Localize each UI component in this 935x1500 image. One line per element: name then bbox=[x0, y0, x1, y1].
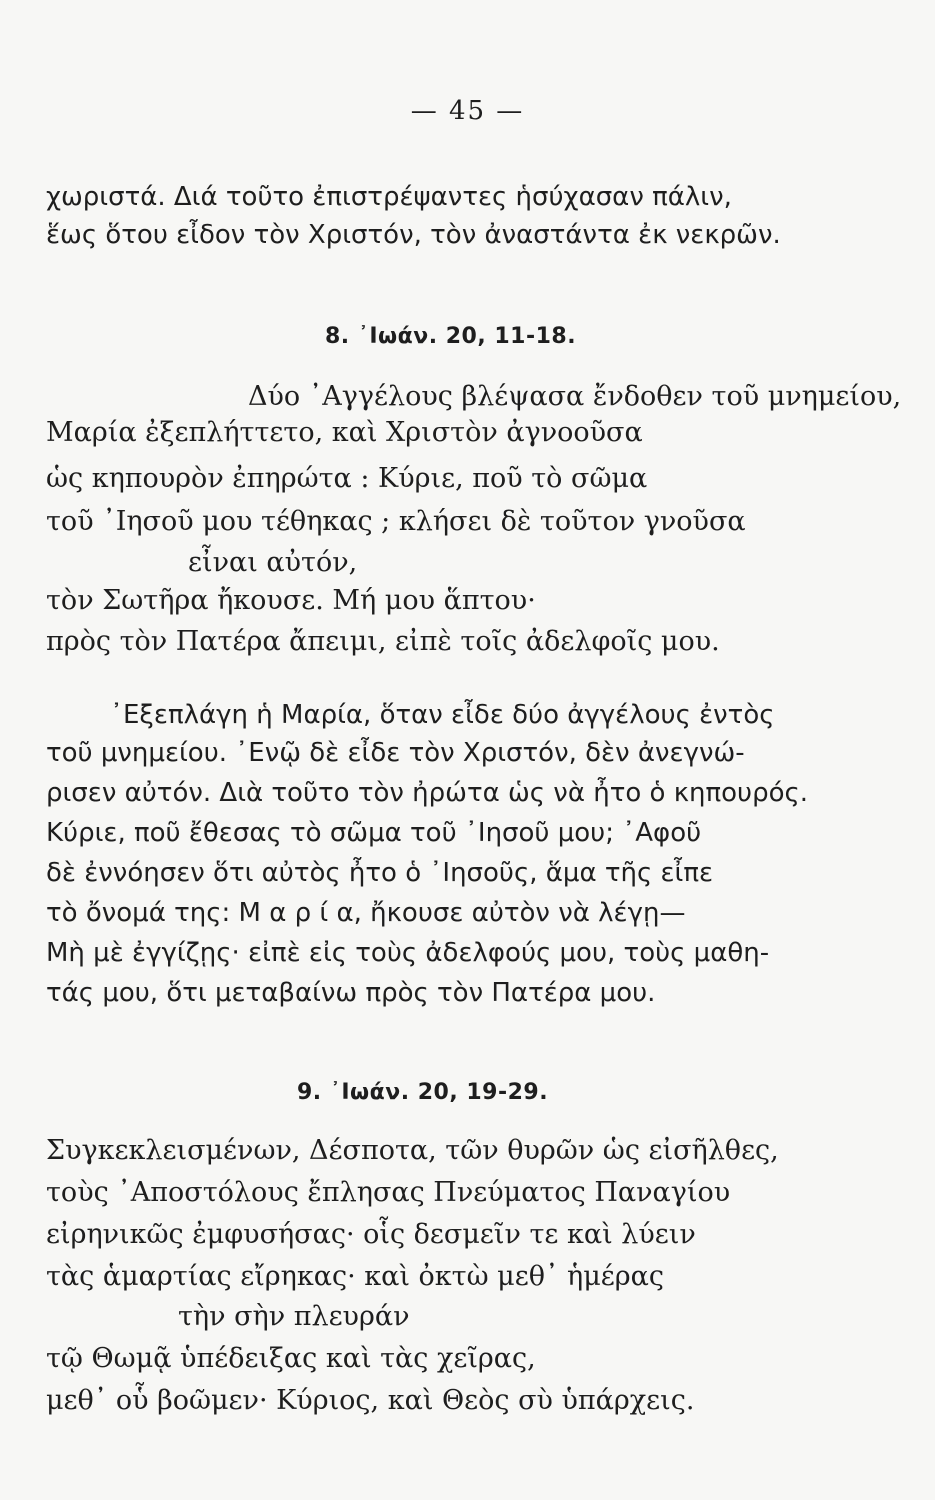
prose-line: Μὴ μὲ ἐγγίζῃς· εἰπὲ εἰς τοὺς ἀδελφούς μου, τοὺς μαθη- bbox=[46, 938, 770, 968]
hymn-line: τὰς ἁμαρτίας εἴρηκας· καὶ ὀκτὼ μεθ᾿ ἡμέρας bbox=[46, 1261, 664, 1292]
page-number: — 45 — bbox=[410, 96, 525, 126]
text-line: χωριστά. Διά τοῦτο ἐπιστρέψαντες ἡσύχασαν πάλιν, bbox=[46, 182, 732, 212]
prose-line: ᾿Εξεπλάγη ἡ Μαρία, ὅταν εἶδε δύο ἀγγέλους ἐντὸς bbox=[110, 700, 775, 730]
hymn-line: τοὺς ᾿Αποστόλους ἔπλησας Πνεύματος Παναγίου bbox=[46, 1177, 731, 1208]
hymn-line: μεθ᾿ οὗ βοῶμεν· Κύριος, καὶ Θεὸς σὺ ὑπάρχεις. bbox=[46, 1385, 695, 1416]
hymn-line: τῷ Θωμᾷ ὑπέδειξας καὶ τὰς χεῖρας, bbox=[46, 1343, 536, 1374]
section-heading-8: 8. ᾿Ιωάν. 20, 11-18. bbox=[325, 324, 577, 349]
prose-line: Κύριε, ποῦ ἔθεσας τὸ σῶμα τοῦ ᾿Ιησοῦ μου; ᾿Αφοῦ bbox=[46, 818, 702, 848]
prose-line: τὸ ὄνομά της: Μ α ρ ί α, ἤκουσε αὐτὸν νὰ λέγῃ— bbox=[46, 898, 686, 928]
text-line: ἕως ὅτου εἶδον τὸν Χριστόν, τὸν ἀναστάντα ἐκ νεκρῶν. bbox=[46, 220, 781, 250]
hymn-line: τοῦ ᾿Ιησοῦ μου τέθηκας ; κλήσει δὲ τοῦτον γνοῦσα bbox=[46, 506, 746, 537]
hymn-line: εἶναι αὐτόν, bbox=[188, 547, 358, 578]
prose-line: ρισεν αὐτόν. Διὰ τοῦτο τὸν ἠρώτα ὡς νὰ ἦτο ὁ κηπουρός. bbox=[46, 778, 809, 808]
hymn-line: τὴν σὴν πλευράν bbox=[178, 1301, 410, 1332]
prose-line: τάς μου, ὅτι μεταβαίνω πρὸς τὸν Πατέρα μου. bbox=[46, 978, 656, 1008]
prose-line: τοῦ μνημείου. ᾿Ενῷ δὲ εἶδε τὸν Χριστόν, δὲν ἀνεγνώ- bbox=[46, 738, 745, 768]
hymn-line: Συγκεκλεισμένων, Δέσποτα, τῶν θυρῶν ὡς εἰσῆλθες, bbox=[46, 1135, 779, 1166]
hymn-line: Δύο ᾿Αγγέλους βλέψασα ἔνδοθεν τοῦ μνημείου, bbox=[248, 381, 902, 412]
hymn-line: τὸν Σωτῆρα ἤκουσε. Μή μου ἅπτου· bbox=[46, 585, 536, 616]
hymn-line: εἰρηνικῶς ἐμφυσήσας· οἷς δεσμεῖν τε καὶ λύειν bbox=[46, 1219, 696, 1250]
prose-line: δὲ ἐννόησεν ὅτι αὐτὸς ἦτο ὁ ᾿Ιησοῦς, ἅμα τῆς εἶπε bbox=[46, 858, 714, 888]
hymn-line: ὡς κηπουρὸν ἐπηρώτα : Κύριε, ποῦ τὸ σῶμα bbox=[46, 463, 648, 494]
hymn-line: πρὸς τὸν Πατέρα ἄπειμι, εἰπὲ τοῖς ἀδελφοῖς μου. bbox=[46, 626, 720, 657]
hymn-line: Μαρία ἐξεπλήττετο, καὶ Χριστὸν ἀγνοοῦσα bbox=[46, 417, 643, 448]
section-heading-9: 9. ᾿Ιωάν. 20, 19-29. bbox=[297, 1080, 549, 1105]
